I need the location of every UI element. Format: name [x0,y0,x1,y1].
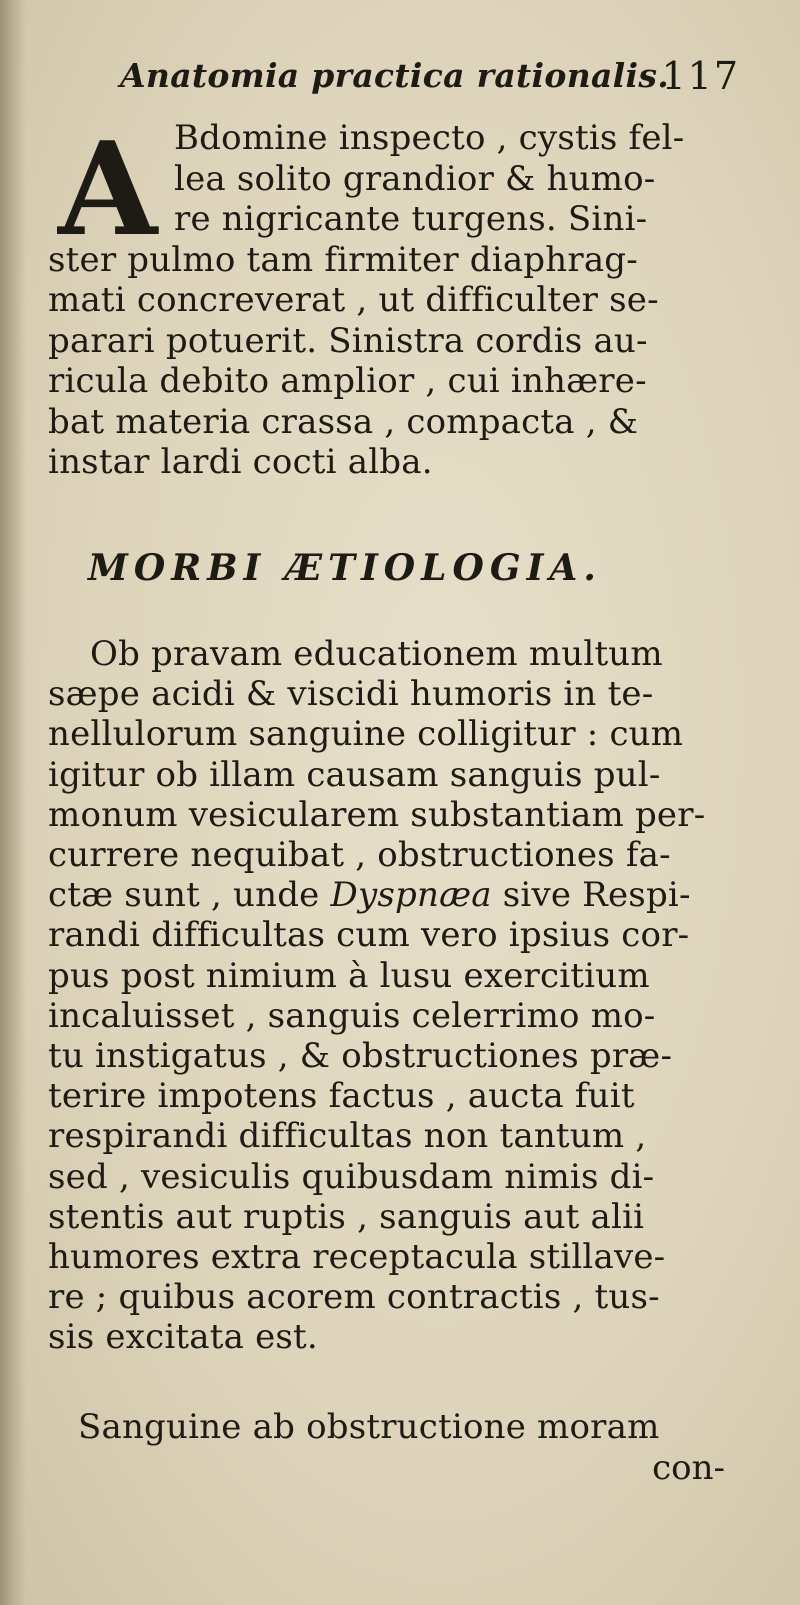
text-line: Ob pravam educationem multum [90,634,663,674]
text-line: randi difficultas cum vero ipsius cor- [48,915,690,956]
text-line: ctæ sunt , unde Dyspnæa sive Respi- [48,875,691,916]
text-line: ster pulmo tam firmiter diaphrag- [48,239,638,280]
paragraph-2 [48,634,748,1358]
binding-gutter [0,0,26,1605]
text-line: Bdomine inspecto , cystis fel- [174,118,685,158]
text-line: Sanguine ab obstructione moram [78,1407,660,1447]
catchword: con- [652,1448,725,1488]
text-line: mati concreverat , ut difficulter se- [48,280,659,320]
text-line: bat materia crassa , compacta , & [48,401,639,442]
text-line: terire impotens factus , aucta fuit [48,1076,635,1117]
text-line: incaluisset , sanguis celerrimo mo- [48,995,656,1036]
italic-term: Dyspnæa [330,875,492,916]
text-line: sed , vesiculis quibusdam nimis di- [48,1156,655,1197]
text-line: re ; quibus acorem contractis , tus- [48,1277,660,1318]
drop-cap: A [58,115,158,265]
text-line: currere nequibat , obstructiones fa- [48,835,671,876]
text-line: parari potuerit. Sinistra cordis au- [48,320,648,361]
text-line: monum vesicularem substantiam per- [48,794,706,835]
running-head [120,48,740,108]
paragraph-1 [48,115,738,483]
text-line: tu instigatus , & obstructiones præ- [48,1036,673,1077]
text-line: ricula debito amplior , cui inhære- [48,361,647,401]
text-line: humores extra receptacula stillave- [48,1237,666,1278]
paragraph-3 [48,1407,748,1448]
text-line: respirandi difficultas non tantum , [48,1116,647,1157]
text-line: sæpe acidi & viscidi humoris in te- [48,674,654,715]
text-line: re nigricante turgens. Sini- [174,199,648,239]
text-line: igitur ob illam causam sanguis pul- [48,754,661,795]
running-title: Anatomia practica rationalis. [120,56,670,95]
text-line: pus post nimium à lusu exercitium [48,955,650,996]
section-heading: MORBI ÆTIOLOGIA. [88,547,602,589]
text-line: stentis aut ruptis , sanguis aut alii [48,1196,645,1237]
text-line: nellulorum sanguine colligitur : cum [48,714,684,755]
page-number: 117 [661,54,740,98]
text-line: lea solito grandior & humo- [174,158,656,199]
text-line: sis excitata est. [48,1317,318,1358]
text-line: instar lardi cocti alba. [48,442,433,482]
